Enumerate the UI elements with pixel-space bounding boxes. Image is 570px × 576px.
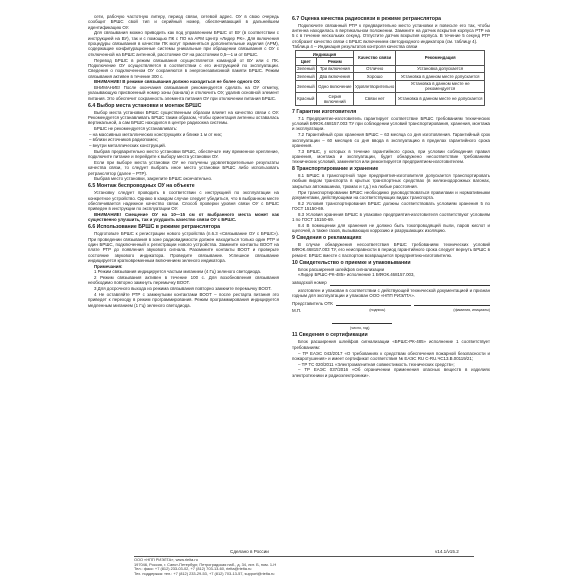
- paragraph: сети, рабочую частотную литеру, период связи, сетевой адрес. ОУ в свою очередь сообщит БРШС свой тип и серийный номер, обеспечивающий в дальнейшем идентификацию ОУ.: [88, 14, 279, 30]
- section-title: 6.5 Монтаж беспроводных ОУ на объекте: [88, 183, 195, 190]
- signature-hints: [292, 308, 490, 313]
- name-line: [414, 300, 490, 306]
- table-cell: Установка в данном месте не допускается: [396, 93, 485, 106]
- table-cell: Зеленый: [296, 80, 317, 93]
- table-cell: Удовлетворительно: [354, 80, 396, 93]
- paragraph: Для связывания можно приводить как под управлением БРШС от ВУ (в соответствии с инструкцией на ВУ), так и с помощью ПК с ПО на АРМ Центр «Лидер РК». Для включения процедуры связывания в качестве ПК могут применяться дополнительные изделия (АРМ), содержащие конфигурационные системы уникальные при обращении связывания с ОУ с отключенной на БРШС антенной, расстояние ОУ на расстоянии 0,5—1 м от БРШС.: [88, 30, 279, 57]
- seal-label: М.П.: [292, 308, 302, 314]
- table-cell: Установка в данном месте не рекомендуется: [396, 80, 485, 93]
- paragraph: Выбор места установки БРШС существенным образом влияет на качество связи с ОУ. Рекомендуется устанавливать БРШС таким образом, чтобы ориентация антенны оставалась вертикальной, а сам БРШС находился в центре радиоокна системы.: [88, 109, 279, 126]
- table-cell: Два включения: [316, 73, 353, 80]
- table-cell: Красный: [296, 93, 317, 106]
- paragraph: Выбрав место установки, закрепите БРШС окончательно.: [94, 176, 213, 182]
- date-field: [292, 318, 490, 324]
- table-cell: Связи нет: [354, 93, 396, 106]
- note-item: 2 Режим связывания активен в течение 100 с. Для возобновления связывания необходимо повторно замкнуть перемычку ВООТ.: [88, 275, 279, 286]
- made-in-label: Сделано в России: [230, 549, 269, 554]
- table-cell: Отлично: [354, 65, 396, 72]
- paragraph: БРШС не рекомендуется устанавливать:: [94, 125, 178, 131]
- table-row: [296, 80, 485, 93]
- paragraph: При транспортировании БРШС необходимо руководствоваться правилами и нормативными документами, действующими на соответствующих видах транспорта.: [292, 189, 490, 200]
- paragraph: 7.2 Гарантийный срок хранения БРШС – 63 месяца со дня изготовления. Гарантийный срок эксплуатации – 60 месяцев со дня ввода в эксплуатацию в пределах гарантийного срока хранения.: [292, 132, 490, 148]
- list-item: – вблизи источников радиопомех;: [89, 137, 158, 143]
- otk-signature-field: [292, 300, 490, 306]
- list-item: – на массивных металлических конструкциях и ближе 1 м от них;: [89, 131, 223, 137]
- table-cell: Зеленый: [297, 66, 315, 72]
- serial-label: заводской номер: [292, 280, 327, 286]
- table-header: Режим: [316, 58, 353, 65]
- paragraph: В случае обнаружения несоответствия БРШС требованиям технических условий БФЮК.468157.003 ТУ, его неисправности в период гарантийного срока следует вернуть БРШС в ремонт. БРШС вместе с паспортом возвращается предприятию-изготовителю.: [292, 241, 490, 258]
- note-item: 4 Не оставляйте РТР с замкнутыми контактами ВООТ – после рестарта питания это приведет к переходу в режим программирования. Режим программирования индицируется медленным миганием (1 Гц) зеленого светодиода.: [88, 291, 279, 308]
- table-header: Цвет: [296, 58, 317, 65]
- table-header: Рекомендация: [396, 51, 485, 66]
- serial-line: [330, 280, 490, 286]
- table-row: [296, 93, 485, 106]
- paragraph: 7.3 БРШС, у которых в течение гарантийного срока, при условии соблюдения правил хранения, монтажа и эксплуатации, будет обнаружено несоответствие требованиям технических условий, заменяется или ремонтируется предприятием-изготовителем.: [292, 148, 490, 165]
- section-title: 6.4 Выбор места установки и монтаж БРШС: [88, 102, 202, 109]
- section-title: 6.7 Оценка качества радиосвязи в режиме ретранслятора: [292, 15, 442, 22]
- paragraph: Установку следует проводить в соответствии с инструкцией по эксплуатации на конкретное устройство. Однако в каждом случае следует убедиться, что в выбранном месте обеспечивается надежное качество связи. Способ проверки уровня связи ОУ с БРШС приведен в инструкции по эксплуатации ОУ.: [88, 190, 279, 212]
- section-title: 10 Свидетельство о приемке и упаковывании: [292, 259, 411, 266]
- paragraph: Подключите связанный РТР к предварительно место установки и повесьте его так, чтобы антенна находилась в вертикальном положении. Замкните на датчик вскрытия корпуса РТР на 5 с в течение нескольких секунд. Отпустите датчик вскрытия корпуса. В течение 5 секунд РТР отобразит качество связи с БРШС включением светодиодного индикатора (см. таблицу 4).: [292, 22, 490, 44]
- footer-contacts: [134, 558, 474, 576]
- hint-signature: (подпись): [369, 308, 386, 313]
- table-row: [296, 65, 485, 72]
- paragraph: Блок расширения шлейфов сигнализации: [298, 266, 385, 272]
- table-cell: Установка допускается: [396, 65, 485, 72]
- table-cell: Серия включений: [316, 93, 353, 106]
- paragraph: 8.3 Условия хранения БРШС в упаковке предприятия-изготовителя соответствуют условиям 1 по ГОСТ 15150-69.: [292, 211, 490, 223]
- section-title: 7 Гарантии изготовителя: [292, 108, 357, 115]
- paragraph: Перевод БРШС в режим связывания осуществляется командой от ВУ или с ПК. Подключение ОУ осуществляется в соответствии с его инструкцией по эксплуатации. Сведения о подключенном ОУ сохраняются в энергонезависимой памяти БРШС. Режим связывания активен в течение 300 с.: [88, 57, 279, 79]
- left-column: [88, 14, 279, 308]
- paragraph: изготовлен и упакован в соответствии с действующей технической документацией и признан годным для эксплуатации и упакован ООО «НПП РИЭЛТА».: [292, 287, 490, 298]
- paragraph: – ТР ЕАЭС 043/2017 «О требованиях к средствам обеспечения пожарной безопасности и пожаротушения» и имеет сертификат соответствия № ЕАЭС RU C-RU.ЧС13.В.00119/21;: [292, 350, 490, 361]
- section-title: 8 Транспортирование и хранение: [292, 166, 379, 173]
- paragraph: 8.2 Условия транспортирования БРШС должны соответствовать условиям хранения 5 по ГОСТ 15150-69.: [292, 200, 490, 211]
- table-row: [296, 73, 485, 80]
- section-title: 9 Сведения о рекламациях: [292, 234, 362, 241]
- attention-note: ВНИМАНИЕ! Смещение ОУ на 10—15 см от выбранного места может как существенно улучшить, так и ухудшить качество связи ОУ с БРШС.: [88, 212, 279, 223]
- paragraph: – ТР ТС 020/2011 «Электромагнитная совместимость технических средств»;: [298, 361, 455, 367]
- paragraph: Подготовьте БРШС к регистрации нового устройства (п.6.3 «Связывание ОУ с БРШС»). При проведении связывания в зоне радиовидимости должен находиться только один РТР и один БРШС, подключенный к регистрации нового устройства. Замкните контакты ВООТ на плате РТР до появления звукового сигнала. Разомкните контакты ВООТ и проверьте состояние звукового индикатора. Проведите связывание. Успешное связывание индицируется кратковременным включением зеленого индикатора.: [88, 231, 279, 263]
- otk-label: Представитель ОТК: [292, 300, 333, 306]
- support-line: Тех. поддержка: тел.: +7 (812) 233-29-53, +7 (812) 703-13-57, support@rielta.ru: [134, 570, 275, 576]
- table-cell: Одно включение: [316, 80, 353, 93]
- table-cell: Три включения: [316, 65, 353, 72]
- paragraph: Выбрав предварительно место установки БРШС, обеспечьте ему временное крепление, подключите питание и перейдите к выбору места установки ОУ.: [88, 148, 279, 160]
- section-title: 11 Сведения о сертификации: [292, 332, 368, 339]
- note-item: 3 Для досрочного выхода из режима связывания повторно замкните перемычку ВООТ.: [94, 286, 272, 292]
- paragraph: 7.1 Предприятие-изготовитель гарантирует соответствие БРШС требованиям технических условий БФЮК.468157.003 ТУ при соблюдении условий транспортирования, хранения, монтажа и эксплуатации.: [292, 115, 490, 132]
- address-line: 197046, Россия, г. Санкт-Петербург, Петроградская наб., д. 34, лит. Б, пом. 1-Н: [134, 561, 277, 567]
- version-label: v14.1/v15.2: [435, 549, 459, 554]
- phones-line: Тел.: факс: +7 (812) 233-03-02, +7 (812) 703-13-60, rielta@rielta.ru: [134, 566, 252, 572]
- paragraph: 8.4 В помещении для хранения не должно быть токопроводящей пыли, паров кислот и щелочей, а также газов, вызывающих коррозию и разрушающих изоляцию.: [292, 222, 490, 234]
- paragraph: 8.1 БРШС в транспортной таре предприятия-изготовителя допускается транспортировать любым видом транспорта в крытых транспортных средствах (в железнодорожных вагонах, закрытых автомашинах, трюмах и т.д.) на любые расстояния.: [292, 173, 490, 189]
- paragraph: Если при выборе места установки ОУ не получены удовлетворительные результаты качества связи, то следует выбрать иное место установки БРШС либо использовать ретранслятор (далее – РТР).: [88, 160, 279, 176]
- paragraph: Блок расширения шлейфов сигнализации «БРШС-РК-485» исполнение 1 соответствует требованиям:: [292, 339, 490, 350]
- signature-line: [336, 300, 412, 306]
- table-cell: Установка в данном месте допускается: [396, 73, 485, 80]
- right-column: [292, 14, 490, 378]
- serial-number-field: [292, 280, 490, 286]
- table-header-group: Индикация: [296, 51, 354, 58]
- paragraph: «Лидер БРШС-РК-485» исполнение 1 БФЮК.468157.003,: [298, 272, 415, 278]
- section-title: 6.6 Использование БРШС в режиме ретранслятора: [88, 224, 221, 231]
- note-item: 1 Режим связывания индицируется частым миганием (4 Гц) зеленого светодиода.: [94, 269, 262, 275]
- table-caption: Таблица 4 – Индикация результатов контроля качества связи: [292, 44, 418, 50]
- company-line: ООО «НПП РИЭЛТА», www.rielta.ru: [134, 557, 198, 562]
- table-cell: Хорошо: [354, 73, 396, 80]
- table-cell: Зеленый: [297, 73, 315, 79]
- date-line: [332, 318, 392, 324]
- notes-title: Примечания:: [94, 263, 123, 269]
- quality-table: [295, 50, 485, 106]
- table-header: Качество связи: [354, 51, 396, 66]
- attention-note: ВНИМАНИЕ! В режиме связывания должно находиться не более одного ОУ.: [94, 79, 261, 85]
- hint-name: (фамилия, инициалы): [453, 308, 490, 313]
- hint-date: (число, год): [350, 325, 370, 330]
- paragraph: – ТР ЕАЭС 037/2016 «Об ограничении применения опасных веществ в изделиях электротехники и радиоэлектроники».: [292, 367, 490, 378]
- attention-note: ВНИМАНИЕ! После окончания связывания рекомендуется сделать на ОУ отметку, указывающую присвоенный номер зоны (канала) и отключить ОУ, удалив основной элемент питания. Это обеспечит сохранность элемента питания ОУ при отключении питания БРШС.: [88, 85, 279, 101]
- list-item: – внутри металлических конструкций.: [89, 143, 166, 149]
